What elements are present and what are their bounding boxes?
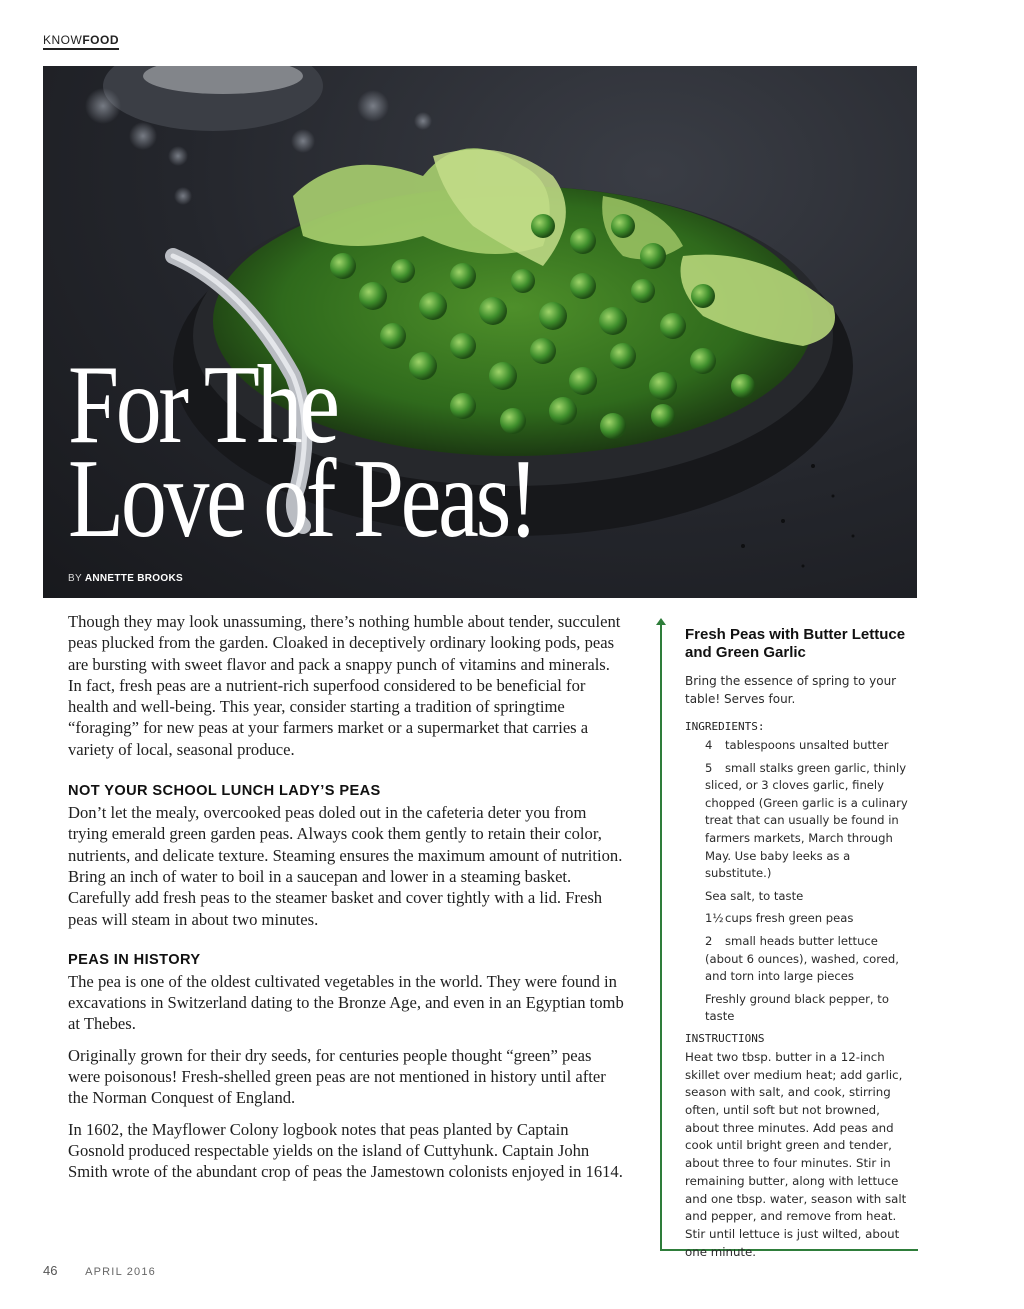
ingredient-qty: 1½ (705, 911, 724, 926)
ingredient-text: cups fresh green peas (725, 911, 854, 926)
headline (68, 343, 536, 561)
ingredient-item (705, 933, 917, 986)
ingredient-text: small heads butter lettuce (about 6 ounces), washed, cored, and torn into large pieces (705, 933, 899, 984)
issue-date: APRIL 2016 (85, 1266, 157, 1278)
recipe-content (685, 626, 917, 1261)
ingredient-text: Freshly ground black pepper, to taste (705, 991, 889, 1024)
section-tag (43, 34, 119, 50)
byline-author: ANNETTE BROOKS (84, 573, 183, 584)
recipe-intro: Bring the essence of spring to your table! Serves four. (685, 674, 897, 706)
recipe-title: Fresh Peas with Butter Lettuce and Green Garlic (685, 626, 906, 661)
section-tag-know: KNOW (43, 33, 83, 47)
article-paragraph-mayflower: In 1602, the Mayflower Colony logbook notes that peas planted by Captain Gosnold produced respectable yields on the island of Cuttyhunk. Captain John Smith wrote of the abundant crop of peas the Jamestown colonists enjoyed in 1614. (68, 1119, 623, 1182)
recipe-sidebar (660, 620, 918, 1259)
ingredient-item (705, 760, 917, 883)
ingredient-qty: 2 (705, 933, 713, 948)
page-number: 46 (43, 1263, 58, 1278)
ingredients-list (685, 737, 917, 1026)
article-paragraph-steaming: Don’t let the mealy, overcooked peas doled out in the cafeteria deter you from trying emerald green garden peas. Always cook them gently to retain their color, nutrients, and delicate texture. Steaming ensures the maximum amount of nutrition. Bring an inch of water to boil in a saucepan and lower in a steaming basket. Carefully add fresh peas to the steamer basket and cover tightly with a lid. Fresh peas will steam in about two minutes. (68, 803, 623, 929)
sidebar-rule-vertical (660, 620, 662, 1250)
ingredient-text: tablespoons unsalted butter (725, 738, 889, 752)
byline (68, 573, 183, 584)
page-footer (43, 1263, 156, 1278)
hero-photo (43, 66, 917, 598)
headline-line-1: For The (68, 343, 337, 467)
instructions-heading: INSTRUCTIONS (685, 1031, 765, 1045)
ingredient-item (705, 991, 917, 1026)
byline-prefix: BY (68, 573, 82, 584)
subhead-history: PEAS IN HISTORY (68, 951, 201, 968)
subhead-school-lunch: NOT YOUR SCHOOL LUNCH LADY’S PEAS (68, 783, 381, 800)
ingredients-heading: INGREDIENTS: (685, 720, 765, 733)
ingredient-qty: 4 (705, 738, 713, 752)
ingredient-text: Sea salt, to taste (705, 888, 804, 903)
ingredient-item (705, 888, 917, 906)
article-paragraph-poisonous: Originally grown for their dry seeds, for centuries people thought “green” peas were poisonous! Fresh-shelled green peas are not mentioned in history until after the Norman Conquest of England. (68, 1045, 606, 1108)
article-intro: Though they may look unassuming, there’s nothing humble about tender, succulent peas plucked from the garden. Cloaked in deceptively ordinary looking pods, peas are bursting with sweet flavor and pack a snappy punch of vitamins and minerals. In fact, fresh peas are a nutrient-rich superfood considered to be beneficial for health and well-being. This year, consider starting a tradition of springtime “foraging” for new peas at your farmers market or a supermarket that carries a variety of local, seasonal produce. (68, 612, 621, 759)
article-body (68, 611, 624, 1193)
instructions-text: Heat two tbsp. butter in a 12-inch skillet over medium heat; add garlic, season with salt, and cook, stirring often, until soft but not browned, about three minutes. Add peas and cook until bright green and tender, about three to four minutes. Stir in remaining butter, along with lettuce and one tbsp. water, season with salt and pepper, and remove from heat. Stir until lettuce is just wilted, about one minute. (685, 1049, 907, 1259)
ingredient-text: small stalks green garlic, thinly sliced, or 3 cloves garlic, finely chopped (Green garlic is a culinary treat that can usually be found in farmers markets, March through May. Use baby leeks as a substitute.) (705, 760, 908, 881)
article-paragraph-oldest: The pea is one of the oldest cultivated vegetables in the world. They were found in excavations in Switzerland dating to the Bronze Age, and even in an Egyptian tomb at Thebes. (68, 971, 624, 1034)
section-tag-food: FOOD (82, 33, 120, 47)
ingredient-item (705, 737, 917, 755)
arrow-up-icon (655, 617, 667, 629)
ingredient-qty: 5 (705, 760, 713, 775)
ingredient-item (705, 910, 917, 928)
headline-line-2: Love of Peas! (68, 437, 536, 561)
